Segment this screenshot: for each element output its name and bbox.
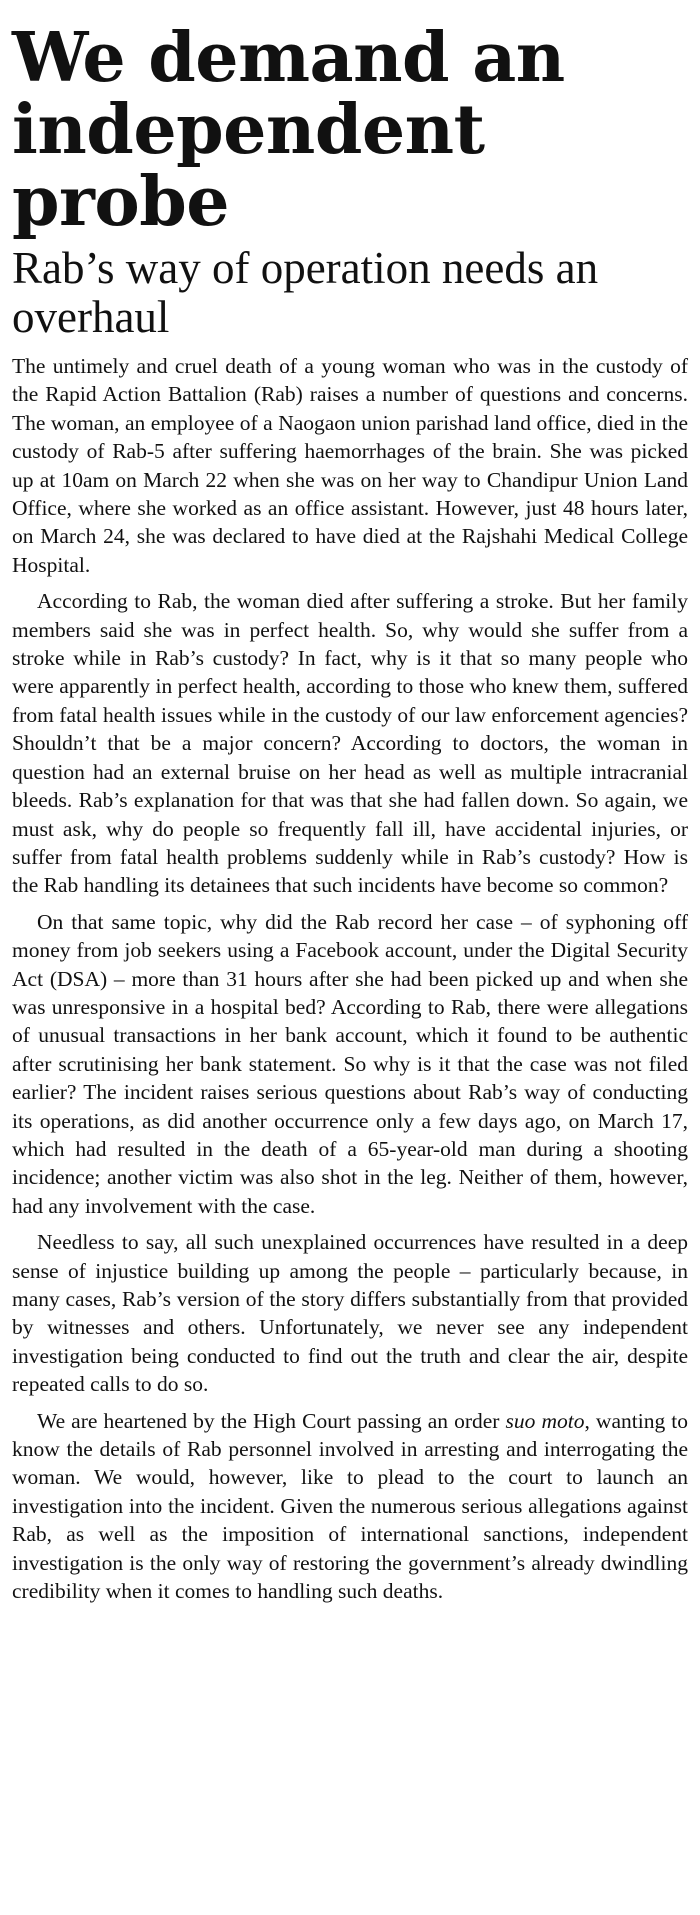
- headline: We demand an independent probe: [12, 18, 565, 242]
- paragraph-5-text-start: We are heartened by the High Court passing an order: [37, 1408, 506, 1433]
- paragraph-3: On that same topic, why did the Rab record her case – of syphoning off money from job seekers using a Facebook account, under the Digital Security Act (DSA) – more than 31 hours after she had been picked up and when she was unresponsive in a hospital bed? According to Rab, there were allegations of unusual transactions in her bank account, which it found to be authentic after scrutinising her bank statement. So why is it that the case was not filed earlier? The incident raises serious questions about Rab’s way of conducting its operations, as did another occurrence only a few days ago, on March 17, which had resulted in the death of a 65-year-old man during a shooting incidence; another victim was also shot in the leg. Neither of them, however, had any involvement with the case.: [12, 909, 688, 1218]
- subheadline: Rab’s way of operation needs an overhaul: [12, 243, 599, 342]
- paragraph-4: Needless to say, all such unexplained occurrences have resulted in a deep sense of injustice building up among the people – particularly because, in many cases, Rab’s version of the story differs substantially from that provided by witnesses and others. Unfortunately, we never see any independent investigation being conducted to find out the truth and clear the air, despite repeated calls to do so.: [12, 1230, 688, 1397]
- paragraph-5-text-end: , wanting to know the details of Rab personnel involved in arresting and interrogating the woman. We would, however, like to plead to the court to launch an investigation into the incident. Given the numerous serious allegations against Rab, as well as the imposition of international sanctions, independent investigation is the only way of restoring the government’s already dwindling credibility when it comes to handling such deaths.: [12, 1408, 688, 1604]
- paragraph-1: The untimely and cruel death of a young woman who was in the custody of the Rapid Action Battalion (Rab) raises a number of questions and concerns. The woman, an employee of a Naogaon union parishad land office, died in the custody of Rab-5 after suffering haemorrhages of the brain. She was picked up at 10am on March 22 when she was on her way to Chandipur Union Land Office, where she worked as an office assistant. However, just 48 hours later, on March 24, she was declared to have died at the Rajshahi Medical College Hospital.: [12, 354, 688, 577]
- paragraph-2: According to Rab, the woman died after suffering a stroke. But her family members said she was in perfect health. So, why would she suffer from a stroke while in Rab’s custody? In fact, why is it that so many people who were apparently in perfect health, according to those who knew them, suffered from fatal health issues while in the custody of our law enforcement agencies? Shouldn’t that be a major concern? According to doctors, the woman in question had an external bruise on her head as well as multiple intracranial bleeds. Rab’s explanation for that was that she had fallen down. So again, we must ask, why do people so frequently fall ill, have accidental injuries, or suffer from fatal health problems suddenly while in Rab’s custody? How is the Rab handling its detainees that such incidents have become so common?: [12, 589, 688, 898]
- article-body: [12, 352, 688, 1605]
- latin-term: suo moto: [505, 1408, 585, 1433]
- paragraph-5: [12, 1407, 688, 1606]
